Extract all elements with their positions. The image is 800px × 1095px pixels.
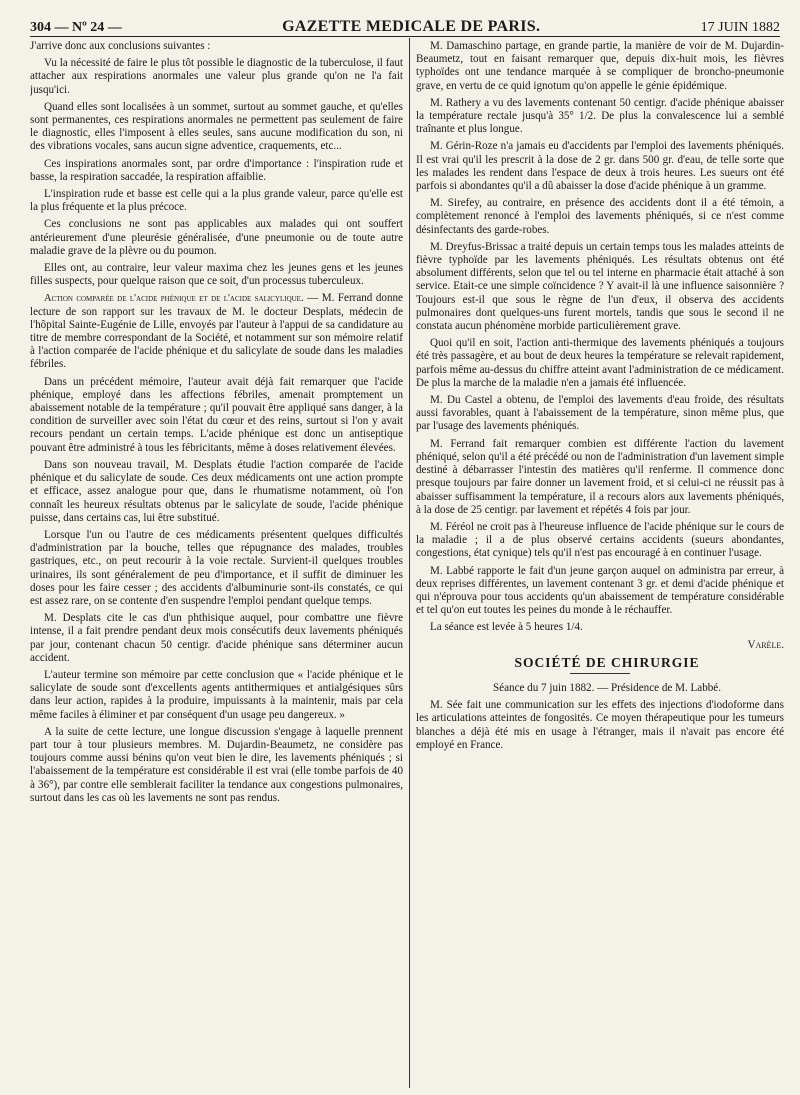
paragraph: M. Du Castel a obtenu, de l'emploi des lavements d'eau froide, des résultats aussi favorables, quant à l'abaissement de la température, sinon même plus, que par l'usage des lavements phéniqués. xyxy=(416,394,784,433)
page-number: 304 — Nº 24 — xyxy=(30,20,122,35)
column-divider xyxy=(409,38,410,1088)
paragraph: M. Sée fait une communication sur les effets des injections d'iodoforme dans les articulations atteintes de fongosités. Ce moyen thérapeutique pour les tumeurs blanches a déjà été mis en usage à l'étranger, mais il n'avait pas encore été employé en France. xyxy=(416,699,784,751)
right-column xyxy=(416,40,784,1085)
paragraph: M. Desplats cite le cas d'un phthisique auquel, pour combattre une fièvre intense, il a fait prendre pendant deux mois consécutifs deux lavements phéniqués par jour, contenant chacun 50 centigr. d'acide phénique sans déterminer aucun accident. xyxy=(30,612,403,664)
paragraph: A la suite de cette lecture, une longue discussion s'engage à laquelle prennent part tour à tour plusieurs membres. M. Dujardin-Beaumetz, ne considère pas toujours comme aussi bénins qu'on veut bien le dire, les lavements phéniqués ; si l'abaissement de la température est considérable il est vrai (elle tombe parfois de 40 à 36°), par contre elle semblerait faciliter la tendance aux congestions pulmonaires, surtout dans les cas où les lavements ne sont pas rendus. xyxy=(30,725,403,804)
paragraph: Elles ont, au contraire, leur valeur maxima chez les jeunes gens et les jeunes filles suspects, pour quelque raison que ce soit, d'un processus tuberculeux. xyxy=(30,262,403,288)
paragraph: Dans son nouveau travail, M. Desplats étudie l'action comparée de l'acide phénique et du salicylate de soude. Ces deux médicaments ont une action prompte et efficace, assez analogue pour que, dans le rhumatisme notamment, où l'on connaît les heureux résultats obtenus par le salicylate de soude, l'acide phénique puisse, dans certains cas, lui être substitué. xyxy=(30,458,403,524)
section-intro: — M. Ferrand donne lecture de son rapport sur les travaux de M. le docteur Desplats, médecin de l'hôpital Sainte-Eugénie de Lille, envoyés par l'auteur à l'appui de sa candidature au titre de membre correspondant de la Société, et notamment sur son mémoire relatif à l'action comparée de l'acide phénique et du salicylate de soude dans les maladies fébriles. xyxy=(30,292,403,371)
paragraph: Quand elles sont localisées à un sommet, surtout au sommet gauche, et qu'elles sont permanentes, ces respirations anormales ne permettent pas seulement de faire le diagnostic, elles l'imposent à elles seules, sans aucune modification du son, ni des vibrations vocales, sans aucun signe adventice, craquements, etc... xyxy=(30,100,403,153)
left-column xyxy=(30,40,403,1085)
paragraph: M. Damaschino partage, en grande partie, la manière de voir de M. Dujardin-Beaumetz, tout en faisant remarquer que, depuis dix-huit mois, les fièvres typhoïdes ont une tendance marquée à se compliquer de broncho-pneumonie grave, en vertu de ce quid ignotum qu'on appelle le génie épidémique. xyxy=(416,40,784,92)
paragraph: L'inspiration rude et basse est celle qui a la plus grande valeur, parce qu'elle est la plus fréquente et la plus précoce. xyxy=(30,188,403,214)
paragraph: Lorsque l'un ou l'autre de ces médicaments présentent quelques difficultés d'administration par la bouche, telles que répugnance des malades, troubles gastriques, etc., on peut recourir à la voie rectale. Survient-il quelques troubles urinaires, ils sont généralement de peu d'importance, et il suffit de diminuer les doses pour les faire cesser ; des accidents d'albuminurie sont-ils constatés, ce qui est assez rare, on se contente d'en suspendre l'emploi pendant quelque temps. xyxy=(30,528,403,607)
paragraph: Ces inspirations anormales sont, par ordre d'importance : l'inspiration rude et basse, la respiration saccadée, la respiration affaiblie. xyxy=(30,157,403,183)
paragraph: M. Labbé rapporte le fait d'un jeune garçon auquel on administra par erreur, à deux reprises différentes, un lavement contenant 3 gr. et demi d'acide phénique et qui n'éprouva pour tous accidents qu'un abaissement de température considérable et tel qu'on eut toutes les peines du monde à le réchauffer. xyxy=(416,564,784,617)
action-section xyxy=(30,292,403,371)
paragraph: M. Rathery a vu des lavements contenant 50 centigr. d'acide phénique abaisser la température rectale jusqu'à 35° 1/2. De plus la convalescence lui a semblé traînante et plus longue. xyxy=(416,96,784,136)
paragraph: M. Dreyfus-Brissac a traité depuis un certain temps tous les malades atteints de fièvre typhoïde par les lavements phéniqués. Les résultats obtenus ont été absolument différents, selon que tel ou tel interne en pharmacie était attaché à son service. Etait-ce une simple coïncidence ? Y avait-il là une influence saisonnière ? Toujours est-il que sous le règne de l'un d'eux, il observa des accidents pulmonaires dont quelques-uns furent mortels, tandis que sous le second il ne constata aucun phénomène morbide particulièrement grave. xyxy=(416,240,784,333)
paragraph: Dans un précédent mémoire, l'auteur avait déjà fait remarquer que l'acide phénique, employé dans les affections fébriles, amenait promptement un abaissement notable de la température ; qu'il pouvait être appliqué sans danger, à la condition de surveiller avec soin l'état du cœur et des reins, surtout si l'on y avait recours pendant un certain temps. L'acide phénique est donc un antiseptique pouvant être administré à tous les fébricitants, même à doses relativement élevées. xyxy=(30,375,403,454)
issue-date: 17 JUIN 1882 xyxy=(700,20,780,35)
paragraph: Ces conclusions ne sont pas applicables aux malades qui ont souffert antérieurement d'une pleurésie généralisée, d'une pneumonie ou de toute autre maladie grave de la plèvre ou du poumon. xyxy=(30,218,403,257)
title-rule xyxy=(570,673,630,674)
paragraph: M. Gérin-Roze n'a jamais eu d'accidents par l'emploi des lavements phéniqués. Il est vrai qu'il les prescrit à la dose de 2 gr. dans 500 gr. d'eau, de telle sorte que les malades les rendent dans l'espace de deux à trois heures. Les sueurs ont été parfois si abondantes qu'il a dû abaisser la dose d'acide phénique à un gramme. xyxy=(416,140,784,193)
paragraph: Vu la nécessité de faire le plus tôt possible le diagnostic de la tuberculose, il faut attacher aux respirations anormales une valeur plus grande qu'on ne l'a fait jusqu'ici. xyxy=(30,57,403,96)
section-title: SOCIÉTÉ DE CHIRURGIE xyxy=(514,654,700,670)
paragraph: J'arrive donc aux conclusions suivantes : xyxy=(30,40,211,52)
page-header xyxy=(30,12,780,37)
paragraph: M. Ferrand fait remarquer combien est différente l'action du lavement phéniqué, selon qu'il a été précédé ou non de l'administration d'un lavement simple destiné à débarrasser l'intestin des matières qu'il renferme. Il commence donc presque toujours par faire donner un lavement froid, et si celui-ci ne réussit pas à abaisser suffisamment la température, il a recours alors aux lavements phéniqués, à la dose de 25 centigr. par lavement et répétés 4 fois par jour. xyxy=(416,437,784,516)
paragraph: M. Sirefey, au contraire, en présence des accidents dont il a été témoin, a complètement renoncé à l'emploi des lavements phéniqués, si ce n'est comme désinfectants des garde-robes. xyxy=(416,197,784,236)
author-signature: Varèle. xyxy=(747,638,784,651)
journal-title: GAZETTE MEDICALE DE PARIS. xyxy=(282,18,541,35)
paragraph: La séance est levée à 5 heures 1/4. xyxy=(430,621,583,634)
section-heading: Action comparée de l'acide phénique et de l'acide salicylique. xyxy=(44,293,304,305)
paragraph: M. Féréol ne croit pas à l'heureuse influence de l'acide phénique sur le cours de la maladie ; il a de plus observé certains accidents (sueurs abondantes, congestions, état cynique) tels qu'il n'est pas encouragé à en continuer l'usage. xyxy=(416,520,784,560)
session-line: Séance du 7 juin 1882. — Présidence de M. Labbé. xyxy=(493,681,721,694)
paragraph: L'auteur termine son mémoire par cette conclusion que « l'acide phénique et le salicylate de soude sont d'excellents agents antithermiques et antialgésiques sûrs dans leur action, rapides à la produire, impuissants à la maintenir, mais par cela même faciles à éliminer et par conséquent d'un usage peu dangereux. » xyxy=(30,668,403,721)
paragraph: Quoi qu'il en soit, l'action anti-thermique des lavements phéniqués a toujours été très passagère, et au bout de deux heures la température se relevait rapidement, parfois même au-dessus du chiffre atteint avant l'administration de ce médicament. De plus la marche de la maladie n'en a jamais été influencée. xyxy=(416,337,784,389)
